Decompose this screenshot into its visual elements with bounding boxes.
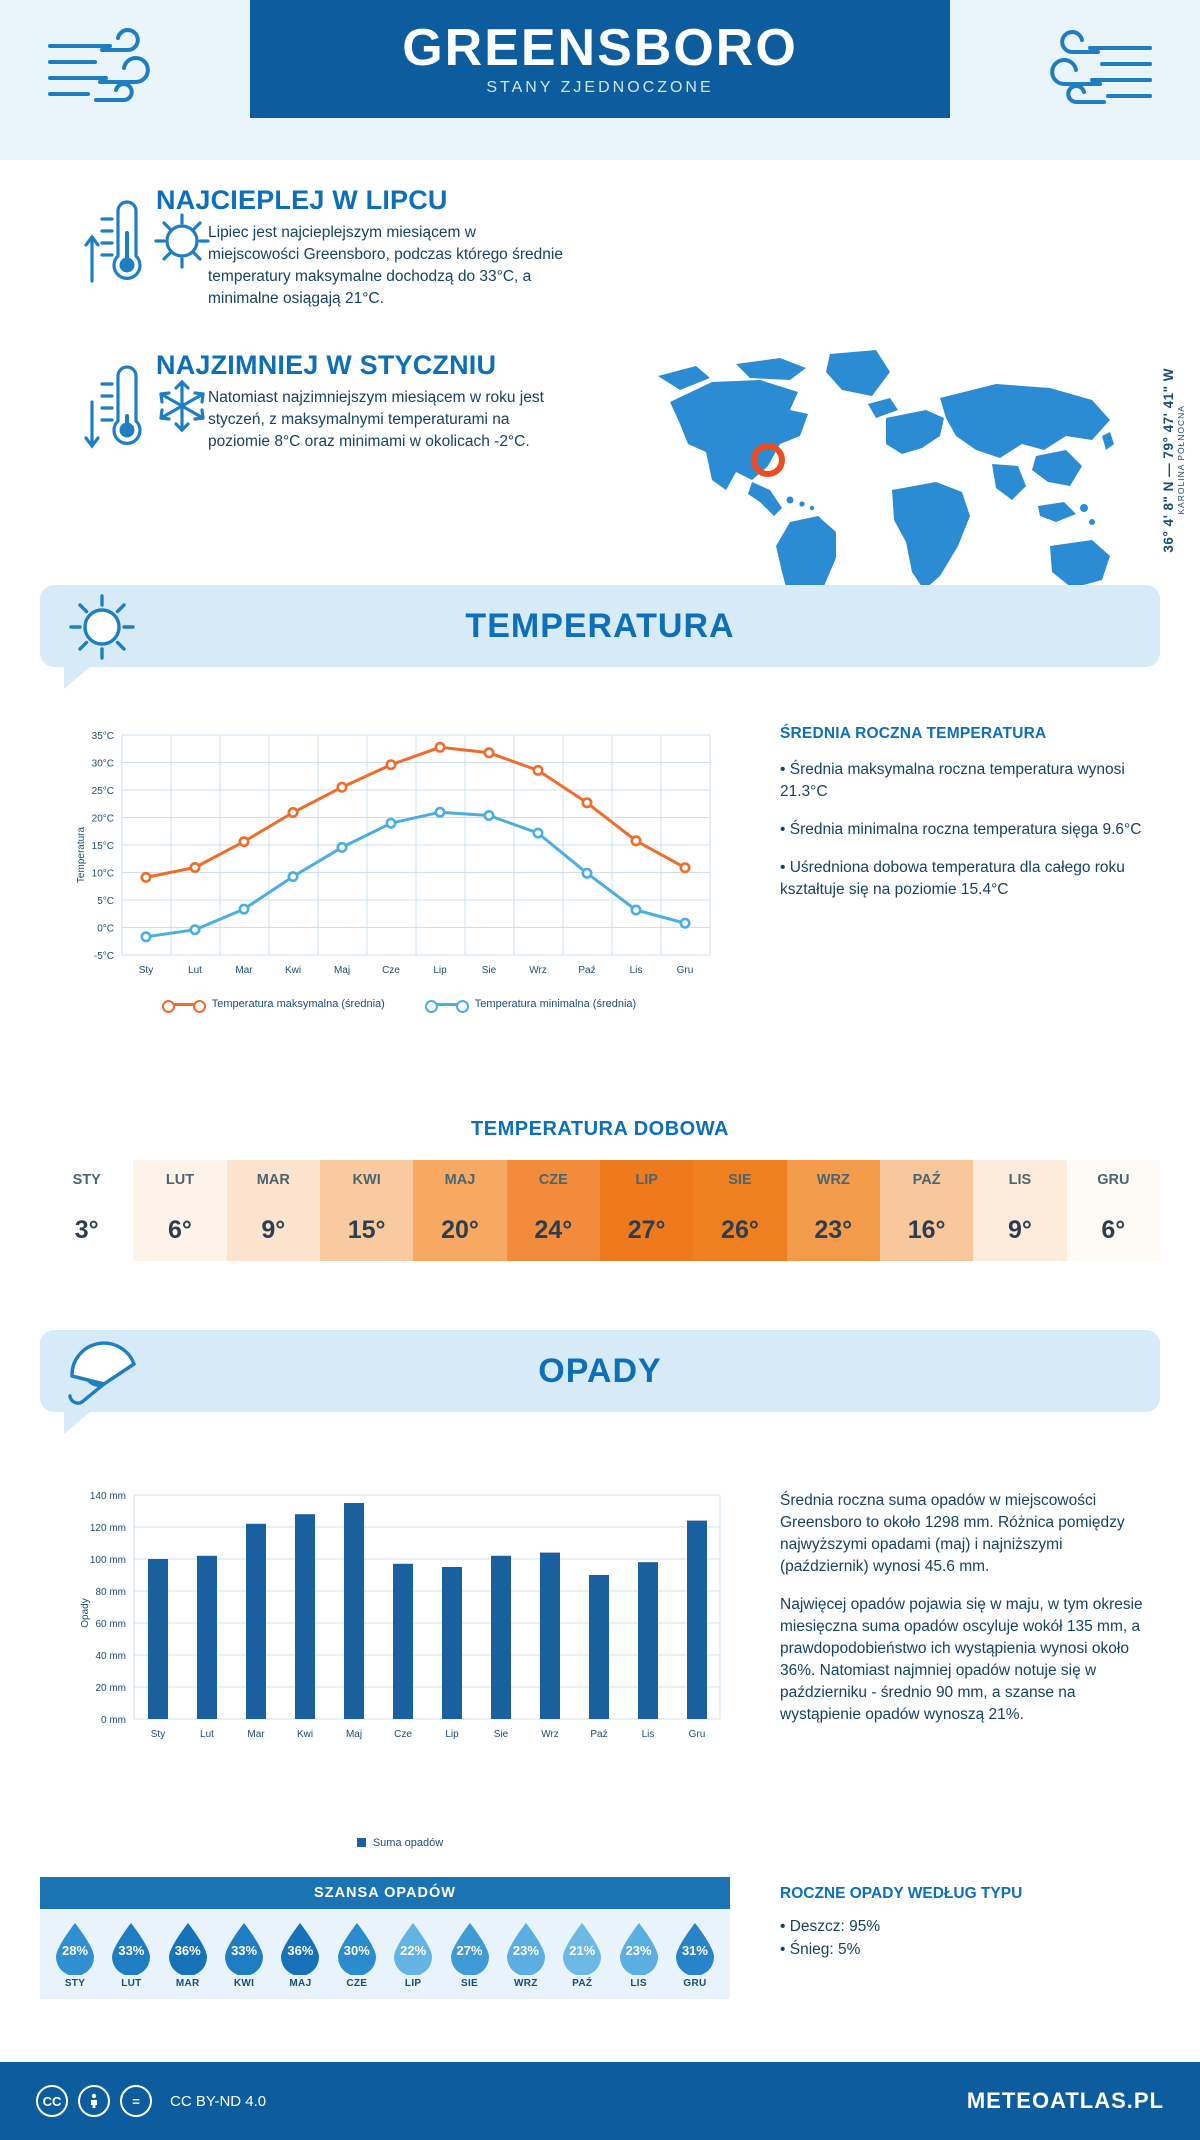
svg-text:Mar: Mar (247, 1729, 265, 1740)
chance-of-precipitation-row (40, 1909, 730, 1999)
svg-text:Cze: Cze (382, 965, 400, 976)
table-row (40, 1200, 1160, 1261)
svg-text:35°C: 35°C (91, 731, 114, 742)
raindrop-icon (108, 1921, 154, 1975)
table-header-cell: WRZ (787, 1160, 880, 1200)
precipitation-by-type-title: ROCZNE OPADY WEDŁUG TYPU (780, 1885, 1023, 1902)
raindrop-icon (221, 1921, 267, 1975)
svg-text:-5°C: -5°C (93, 951, 114, 962)
chance-cell (555, 1921, 609, 1989)
temperature-chart (70, 725, 720, 985)
table-header-row (40, 1160, 1160, 1200)
table-header-cell: SIE (693, 1160, 786, 1200)
table-header-cell: GRU (1067, 1160, 1160, 1200)
table-cell: 9° (227, 1200, 320, 1261)
table-cell: 6° (133, 1200, 226, 1261)
average-temperature-panel (780, 725, 1150, 917)
legend-label-tmax: Temperatura maksymalna (średnia) (211, 998, 385, 1010)
svg-text:5°C: 5°C (97, 896, 114, 907)
svg-text:15°C: 15°C (91, 841, 114, 852)
chance-value: 30% (343, 1943, 370, 1958)
table-header-cell: LUT (133, 1160, 226, 1200)
svg-text:Paź: Paź (578, 965, 596, 976)
cc-by-icon (78, 2085, 110, 2117)
chance-cell (612, 1921, 666, 1989)
chance-value: 27% (456, 1943, 483, 1958)
license-label: CC BY-ND 4.0 (170, 2092, 267, 2110)
chance-value: 21% (569, 1943, 596, 1958)
thermometer-sun-icon (78, 193, 228, 303)
svg-text:10°C: 10°C (91, 868, 114, 880)
raindrop-icon (390, 1921, 436, 1975)
precipitation-by-type-item: • Śnieg: 5% (780, 1941, 861, 1959)
coldest-month-block (48, 350, 568, 453)
svg-text:Gru: Gru (688, 1729, 706, 1740)
chance-of-precipitation-panel (40, 1877, 730, 1999)
chance-month: WRZ (514, 1978, 538, 1989)
svg-text:20°C: 20°C (91, 813, 114, 825)
svg-text:Kwi: Kwi (296, 1729, 314, 1740)
precipitation-chart-legend (70, 1837, 730, 1849)
svg-text:140 mm: 140 mm (89, 1491, 126, 1502)
chance-value: 22% (400, 1943, 427, 1958)
raindrop-icon (559, 1921, 605, 1975)
chance-month: CZE (346, 1978, 368, 1989)
chance-value: 23% (512, 1943, 539, 1958)
svg-text:Opady: Opady (80, 1598, 91, 1628)
legend-swatch-tmax (164, 1003, 204, 1006)
chance-value: 28% (61, 1943, 89, 1958)
svg-text:100 mm: 100 mm (89, 1555, 126, 1566)
precipitation-chart (70, 1485, 730, 1755)
precipitation-paragraph: Średnia roczna suma opadów w miejscowości Greensboro to około 1298 mm. Różnica pomiędzy najwyższymi opadami (maj) i najniższymi (październik) wynosi 45.6 mm. (780, 1492, 1125, 1575)
svg-text:Lis: Lis (641, 1729, 655, 1740)
temperature-chart-legend (90, 998, 710, 1010)
chance-cell (668, 1921, 722, 1989)
table-cell: 3° (40, 1200, 133, 1261)
svg-text:Maj: Maj (345, 1729, 363, 1740)
svg-text:Lip: Lip (445, 1729, 459, 1740)
raindrop-icon (334, 1921, 380, 1975)
temperature-chart-svg (70, 725, 720, 985)
chance-month: MAJ (289, 1978, 312, 1989)
temperature-banner-title: TEMPERATURA (465, 606, 735, 645)
chance-value: 36% (287, 1943, 314, 1958)
svg-text:20 mm: 20 mm (95, 1683, 126, 1694)
chance-value: 36% (174, 1943, 201, 1958)
table-header-cell: MAJ (413, 1160, 506, 1200)
svg-text:Sie: Sie (481, 965, 497, 976)
legend-label-precip: Suma opadów (372, 1837, 444, 1849)
chance-cell (217, 1921, 271, 1989)
average-temperature-title: ŚREDNIA ROCZNA TEMPERATURA (780, 725, 1047, 742)
chance-cell (48, 1921, 102, 1989)
raindrop-icon (277, 1921, 323, 1975)
precipitation-chart-svg (70, 1485, 730, 1755)
chance-month: MAR (175, 1978, 200, 1989)
table-header-cell: STY (40, 1160, 133, 1200)
table-cell: 27° (600, 1200, 693, 1261)
svg-text:120 mm: 120 mm (89, 1523, 126, 1534)
raindrop-icon (52, 1921, 98, 1975)
table-cell: 24° (507, 1200, 600, 1261)
chance-month: PAŹ (572, 1978, 593, 1989)
svg-text:0 mm: 0 mm (101, 1715, 126, 1726)
chance-cell (443, 1921, 497, 1989)
svg-text:Lut: Lut (200, 1729, 214, 1740)
wind-icon (40, 28, 160, 108)
warmest-month-block (48, 185, 568, 310)
table-header-cell: LIS (973, 1160, 1066, 1200)
temperature-section (0, 585, 1200, 1145)
legend-label-tmin: Temperatura minimalna (średnia) (474, 998, 637, 1010)
chance-of-precipitation-title: SZANSA OPADÓW (40, 1877, 730, 1909)
svg-text:Sie: Sie (493, 1729, 509, 1740)
thermometer-snowflake-icon (78, 358, 228, 468)
table-header-cell: KWI (320, 1160, 413, 1200)
coldest-month-text: Natomiast najzimniejszym miesiącem w roku jest styczeń, z maksymalnymi temperaturami na poziomie 8°C oraz minimami w okolicach -2°C. (208, 389, 544, 450)
coordinates-label: 36° 4' 8" N — 79° 47' 41" W KAROLINA PÓŁNOCNA (1161, 368, 1186, 553)
chance-value: 33% (118, 1943, 145, 1958)
coldest-month-heading: NAJZIMNIEJ W STYCZNIU (156, 350, 497, 380)
daily-temperature-title: TEMPERATURA DOBOWA (471, 1118, 729, 1140)
svg-text:60 mm: 60 mm (95, 1619, 126, 1630)
average-temperature-item: • Uśredniona dobowa temperatura dla całego roku kształtuje się na poziomie 15.4°C (780, 859, 1125, 898)
chance-month: LUT (121, 1978, 142, 1989)
svg-text:Temperatura: Temperatura (76, 826, 87, 884)
precipitation-description (780, 1490, 1155, 1742)
header-band (0, 0, 1200, 160)
svg-text:Kwi: Kwi (284, 965, 302, 976)
chance-cell (386, 1921, 440, 1989)
table-header-cell: PAŹ (880, 1160, 973, 1200)
precipitation-banner-title: OPADY (538, 1351, 662, 1390)
table-header-cell: LIP (600, 1160, 693, 1200)
average-temperature-item: • Średnia minimalna roczna temperatura sięga 9.6°C (780, 821, 1142, 838)
legend-swatch-tmin (427, 1003, 467, 1006)
chance-month: STY (64, 1978, 86, 1989)
raindrop-icon (616, 1921, 662, 1975)
svg-text:Gru: Gru (676, 965, 694, 976)
cc-nd-icon: = (120, 2085, 152, 2117)
chance-cell (330, 1921, 384, 1989)
svg-text:Lis: Lis (629, 965, 643, 976)
table-cell: 16° (880, 1200, 973, 1261)
svg-text:Paź: Paź (590, 1729, 608, 1740)
svg-text:Maj: Maj (333, 965, 351, 976)
table-header-cell: MAR (227, 1160, 320, 1200)
precipitation-by-type-panel (780, 1885, 1160, 1962)
table-cell: 6° (1067, 1200, 1160, 1261)
cc-icon: CC (36, 2085, 68, 2117)
chance-month: KWI (233, 1978, 255, 1989)
svg-text:25°C: 25°C (91, 786, 114, 797)
svg-text:Sty: Sty (150, 1729, 166, 1740)
table-cell: 9° (973, 1200, 1066, 1261)
raindrop-icon (447, 1921, 493, 1975)
country-subtitle: STANY ZJEDNOCZONE (486, 79, 714, 97)
raindrop-icon (165, 1921, 211, 1975)
svg-text:40 mm: 40 mm (95, 1651, 126, 1662)
table-cell: 15° (320, 1200, 413, 1261)
legend-item-tmin (427, 998, 636, 1010)
chance-cell (104, 1921, 158, 1989)
table-cell: 20° (413, 1200, 506, 1261)
svg-text:0°C: 0°C (97, 923, 114, 935)
chance-cell (161, 1921, 215, 1989)
license-block (36, 2085, 266, 2117)
svg-text:Wrz: Wrz (529, 965, 547, 976)
table-header-cell: CZE (507, 1160, 600, 1200)
chance-value: 23% (625, 1943, 652, 1958)
legend-item-tmax (164, 998, 385, 1010)
chance-month: SIE (461, 1978, 479, 1989)
svg-text:Lut: Lut (188, 965, 202, 976)
region-label: KAROLINA PÓŁNOCNA (1176, 405, 1186, 516)
legend-swatch-precip (357, 1838, 366, 1847)
average-temperature-item: • Średnia maksymalna roczna temperatura wynosi 21.3°C (780, 761, 1125, 800)
chance-value: 31% (681, 1943, 708, 1958)
raindrop-icon (672, 1921, 718, 1975)
page-title: GREENSBORO (402, 18, 798, 77)
chance-value: 33% (231, 1943, 258, 1958)
warmest-month-text: Lipiec jest najcieplejszym miesiącem w miejscowości Greensboro, podczas którego średnie temperatury maksymalne dochodzą do 33°C, a minimalne osiągają 21°C. (208, 224, 563, 307)
warmest-month-heading: NAJCIEPLEJ W LIPCU (156, 185, 448, 215)
chance-cell (273, 1921, 327, 1989)
chance-cell (499, 1921, 553, 1989)
header-title-block (250, 0, 950, 118)
table-cell: 23° (787, 1200, 880, 1261)
svg-text:Mar: Mar (235, 965, 253, 976)
daily-temperature-table (40, 1160, 1160, 1261)
svg-text:Sty: Sty (138, 965, 154, 976)
svg-text:Wrz: Wrz (541, 1729, 559, 1740)
chance-month: GRU (683, 1978, 707, 1989)
raindrop-icon (503, 1921, 549, 1975)
svg-text:Lip: Lip (433, 965, 447, 976)
chance-month: LIP (404, 1978, 422, 1989)
intro-section (0, 160, 1200, 585)
brand-label: METEOATLAS.PL (966, 2088, 1164, 2113)
svg-text:30°C: 30°C (91, 758, 114, 770)
table-cell: 26° (693, 1200, 786, 1261)
svg-text:Cze: Cze (394, 1729, 412, 1740)
precipitation-paragraph: Najwięcej opadów pojawia się w maju, w tym okresie miesięczna suma opadów oscyluje wokół 135 mm, a prawdopodobieństwo ich wystąpienia wynosi około 36%. Natomiast najmniej opadów notuje się w październiku - średnio 90 mm, a szanse na wystąpienie opadów wynoszą 21%. (780, 1596, 1143, 1723)
chance-month: LIS (630, 1978, 647, 1989)
precipitation-by-type-item: • Deszcz: 95% (780, 1918, 881, 1935)
footer (0, 2062, 1200, 2140)
svg-text:80 mm: 80 mm (95, 1587, 126, 1598)
wind-icon (1040, 30, 1160, 110)
